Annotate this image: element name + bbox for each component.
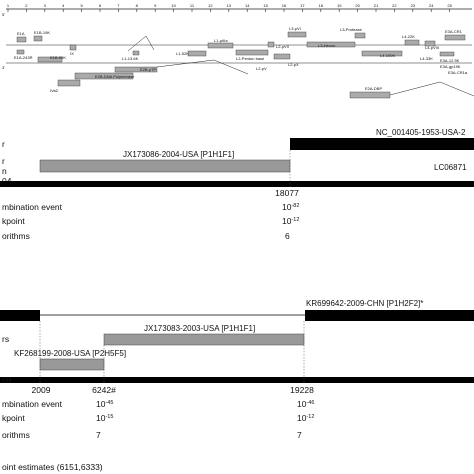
label-l1-piiia: L1-pIIIa: [214, 38, 228, 43]
algorithms-a: 6: [285, 231, 290, 241]
major-parent-label: KR699642-2009-CHN [P1H2F2]*: [306, 299, 424, 308]
gene-labels: [14, 26, 468, 93]
label-l3-pvi: L3-pVI: [289, 26, 301, 31]
label-e1a-243r: E1A-243R: [14, 55, 33, 60]
breakpoint-b2-position: 6242#: [92, 385, 116, 395]
scale-tick-label: 1: [6, 3, 10, 8]
panel-b: [0, 299, 474, 472]
event-pvalue-a: $10^{-82}$: [282, 202, 300, 212]
scale-tick-label: 13: [226, 3, 232, 8]
scale-tick-label: 23: [410, 3, 416, 8]
label-l4-22k: L4-22K: [402, 34, 415, 39]
label-e2b-pol: E2B-DNA Polymerase: [95, 74, 135, 79]
parent-1-bar: [40, 160, 290, 172]
strand-bottom-label: 3': [2, 65, 5, 70]
label-e1b-55k: E1B-55K: [50, 55, 67, 60]
event-pvalue-b2: $10^{-46}$: [297, 399, 315, 409]
stat-label-event-b: mbination event: [2, 399, 63, 409]
label-l1-13-6k: L1-13.6K: [122, 56, 139, 61]
gene-l2-pvii: [268, 42, 274, 47]
gene-e1a: [17, 37, 26, 42]
splice-e2a: [390, 82, 474, 96]
reverse-genes: [58, 67, 390, 98]
stat-label-event: mbination event: [2, 202, 63, 212]
gene-l2-penton: [236, 50, 268, 55]
scale-tick-label: 11: [189, 3, 195, 8]
gene-e3a-cr1: [445, 35, 465, 40]
label-l3-hexon: L3-Hexon: [318, 43, 336, 48]
strand-top-label: 5': [2, 12, 5, 17]
parent-2-bar: [290, 138, 474, 150]
scale-tick-label: 6: [98, 3, 102, 8]
scale-tick-label: 17: [300, 3, 305, 8]
recombinant-b-bar: [0, 377, 474, 383]
gene-l3-pvi: [288, 32, 306, 37]
scale-tick-label: 4: [62, 3, 65, 8]
gene-l1-52k: [188, 51, 206, 56]
other-strain-label: LC06871: [434, 163, 467, 172]
gene-ix: [70, 45, 76, 50]
label-e2b-ptp: E2B-pTP: [140, 67, 157, 72]
label-e3a-12-5k: E3A-12.5K: [440, 58, 460, 63]
scale-tick-label: 12: [208, 3, 213, 8]
panel-a: [0, 128, 474, 241]
gene-e1a-243r: [17, 50, 24, 54]
breakpoint-a-position: 18077: [275, 188, 299, 198]
gene-e2a-dbp: [350, 92, 390, 98]
gene-l2-pv: [274, 54, 290, 59]
scale-tick-label: 5: [80, 3, 83, 8]
stat-label-breakpoint-b: kpoint: [2, 413, 25, 423]
scale-tick-label: 21: [373, 3, 379, 8]
breakpoint-pvalue-b1: $10^{-15}$: [96, 413, 114, 423]
label-iva2: IVa2: [50, 88, 58, 93]
stat-label-algorithms: orithms: [2, 231, 30, 241]
label-l2-px: L2-pX: [288, 62, 299, 67]
stat-label-breakpoint: kpoint: [2, 216, 25, 226]
gene-iva2: [58, 80, 80, 86]
scale-tick-label: 24: [428, 3, 434, 8]
minor-parent-1-label: JX173083-2003-USA [P1H1F1]: [144, 324, 256, 333]
panel-b-row-label-1: rs: [2, 334, 10, 344]
scale-tick-label: 15: [263, 3, 268, 8]
breakpoint-b3-position: 19228: [290, 385, 314, 395]
scale-tick-label: 18: [318, 3, 324, 8]
label-l2-pv: L2-pV: [256, 66, 267, 71]
label-l2-pvii: L2-pVII: [276, 44, 289, 49]
panel-a-row-label-3: n: [2, 166, 7, 176]
parent-2-label: NC_001405-1953-USA-2: [376, 128, 466, 137]
label-l4-100k: L4-100K: [380, 53, 396, 58]
minor-parent-2-bar: [40, 359, 104, 370]
panel-b-row-label-2: 09: [2, 375, 12, 385]
label-l1-52k: L1-52K: [176, 51, 189, 56]
panel-a-row-label-1: r: [2, 139, 5, 149]
minor-parent-2-label: KF268199-2008-USA [P2H5F5]: [14, 349, 127, 358]
breakpoint-b1-position: 2009: [31, 385, 51, 395]
scale-tick-label: 10: [171, 3, 176, 8]
scale-tick-label: 14: [244, 3, 250, 8]
scale-tick-label: 16: [281, 3, 287, 8]
label-e2a-dbp: E2A-DBP: [365, 86, 383, 91]
scale-tick-label: 9: [154, 3, 157, 8]
label-e1a: E1A: [17, 31, 25, 36]
major-parent-bar-right: [305, 310, 474, 321]
label-l2-penton: L2-Penton base: [236, 56, 265, 61]
algorithms-b2: 7: [297, 430, 302, 440]
footnote: oint estimates (6151,6333): [2, 462, 103, 472]
panel-a-row-label-2: r: [2, 156, 5, 166]
scale-tick-label: 20: [355, 3, 360, 8]
algorithms-b1: 7: [96, 430, 101, 440]
gene-l1-13-6k: [133, 51, 139, 55]
minor-parent-1-bar: [104, 334, 304, 345]
splice-e2b: [157, 60, 248, 74]
gene-l4-22k: [405, 40, 419, 45]
genome-map: [2, 3, 474, 98]
label-e3a-cr1: E3A-CR1: [445, 29, 462, 34]
label-e3a-gp19k: E3A-gp19K: [440, 64, 461, 69]
stat-label-algorithms-b: orithms: [2, 430, 30, 440]
gene-l3-protease: [355, 33, 365, 38]
scale-tick-label: 2: [25, 3, 28, 8]
splice-l1: [128, 36, 154, 51]
scale-tick-label: 8: [135, 3, 138, 8]
label-l4-pviii: L4-pVIII: [425, 45, 440, 50]
gene-e3a-12-5k: [440, 52, 454, 56]
scale-tick-label: 19: [336, 3, 342, 8]
label-ix: IX: [70, 51, 74, 56]
label-e1b-19k: E1B-19K: [34, 30, 51, 35]
label-e3a-cr1a: E3A-CR1a: [448, 70, 468, 75]
breakpoint-pvalue-a: $10^{-12}$: [282, 216, 300, 226]
breakpoint-pvalue-b2: $10^{-12}$: [297, 413, 315, 423]
event-pvalue-b1: $10^{-45}$: [96, 399, 114, 409]
scale-tick-label: 3: [43, 3, 46, 8]
scale-tick-label: 7: [117, 3, 120, 8]
parent-1-label: JX173086-2004-USA [P1H1F1]: [123, 150, 235, 159]
label-l4-33k: L4-33K: [420, 56, 433, 61]
scale-tick-label: 25: [447, 3, 452, 8]
scale-tick-label: 22: [392, 3, 397, 8]
major-parent-bar-left: [0, 310, 40, 321]
label-l3-protease: L3-Protease: [340, 27, 362, 32]
recombinant-a-bar: [0, 181, 474, 187]
gene-l1-piiia: [208, 43, 233, 48]
scale-ticks: [7, 3, 453, 12]
gene-e1b-19k: [34, 36, 42, 41]
